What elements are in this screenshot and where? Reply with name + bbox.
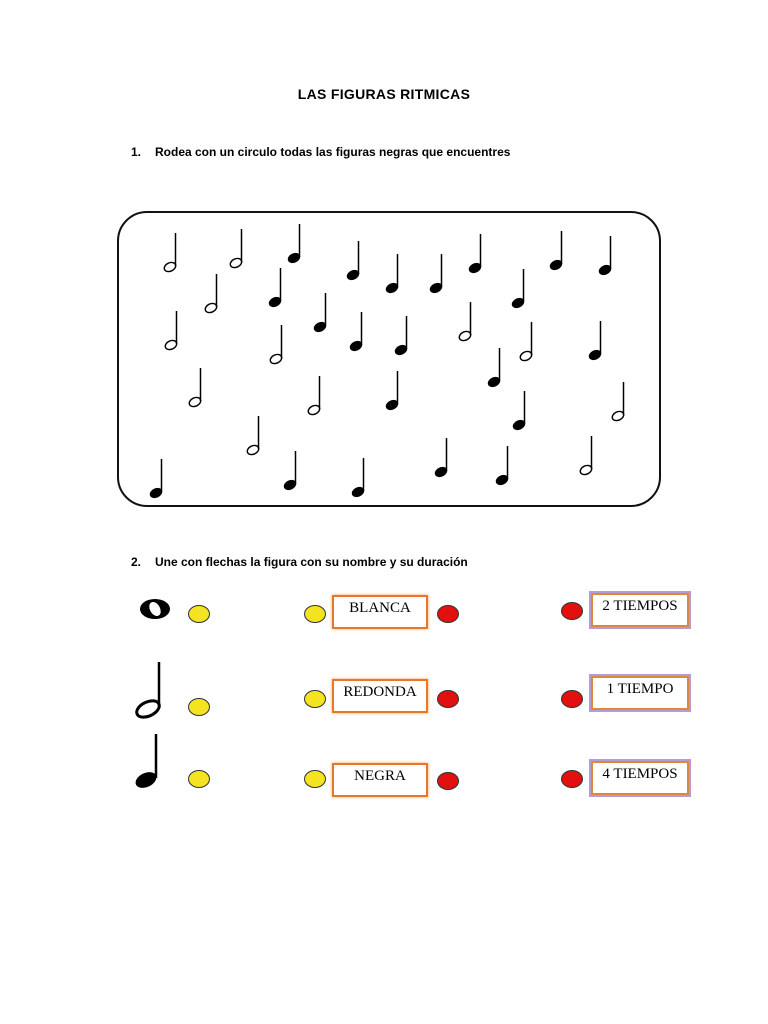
name-right-dot-1[interactable] bbox=[437, 605, 459, 623]
name-right-dot-3[interactable] bbox=[437, 772, 459, 790]
name-left-dot-3[interactable] bbox=[304, 770, 326, 788]
figure-dot-2[interactable] bbox=[188, 698, 210, 716]
question-2 bbox=[131, 555, 468, 569]
duration-dot-3[interactable] bbox=[561, 770, 583, 788]
duration-label-1-tiempo: 1 TIEMPO bbox=[591, 676, 689, 710]
negra-note-icon bbox=[133, 734, 159, 791]
question-2-text: Une con flechas la figura con su nombre y su duración bbox=[155, 555, 468, 569]
name-left-dot-1[interactable] bbox=[304, 605, 326, 623]
name-left-dot-2[interactable] bbox=[304, 690, 326, 708]
name-right-dot-2[interactable] bbox=[437, 690, 459, 708]
page-title: LAS FIGURAS RITMICAS bbox=[297, 86, 471, 102]
figure-dot-3[interactable] bbox=[188, 770, 210, 788]
question-1-text: Rodea con un circulo todas las figuras negras que encuentres bbox=[155, 145, 511, 159]
question-1-number: 1. bbox=[131, 145, 142, 159]
duration-dot-1[interactable] bbox=[561, 602, 583, 620]
redonda-note-icon bbox=[140, 599, 170, 619]
question-1 bbox=[131, 145, 510, 159]
duration-label-2-tiempos: 2 TIEMPOS bbox=[591, 593, 689, 627]
duration-label-4-tiempos: 4 TIEMPOS bbox=[591, 761, 689, 795]
blanca-note-icon bbox=[134, 662, 162, 720]
question-2-number: 2. bbox=[131, 555, 142, 569]
name-label-redonda: REDONDA bbox=[332, 679, 428, 713]
name-label-negra: NEGRA bbox=[332, 763, 428, 797]
name-label-blanca: BLANCA bbox=[332, 595, 428, 629]
figure-dot-1[interactable] bbox=[188, 605, 210, 623]
notes-frame bbox=[117, 211, 661, 507]
duration-dot-2[interactable] bbox=[561, 690, 583, 708]
